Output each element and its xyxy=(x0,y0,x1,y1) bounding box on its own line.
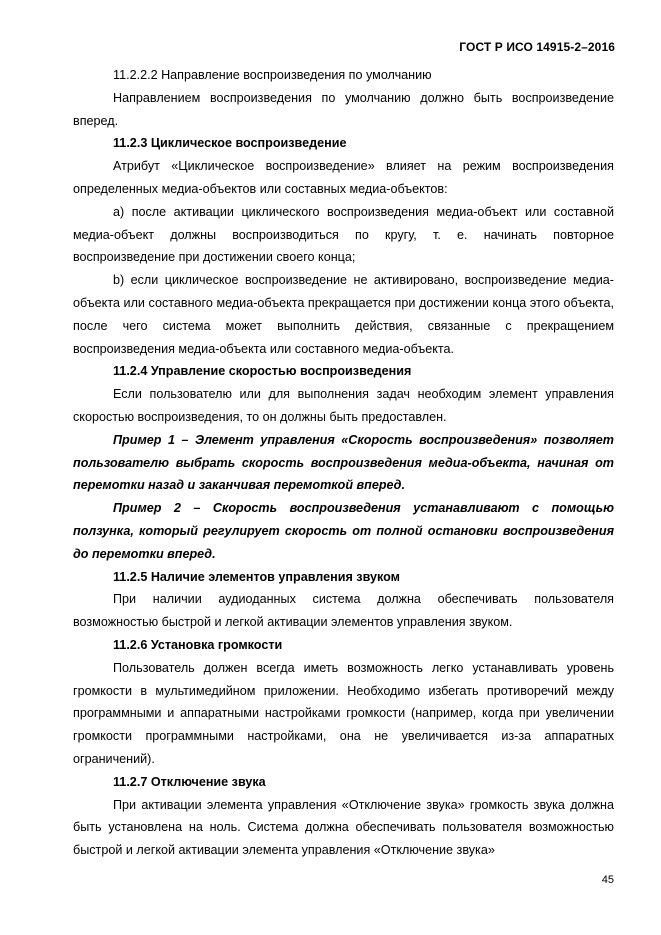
section-heading-11-2-4: 11.2.4 Управление скоростью воспроизведения xyxy=(113,364,412,379)
body-paragraph: При активации элемента управления «Отключение звука» громкость звука должна быть установлена на ноль. Система должна обеспечивать пользователя возможностью быстрой и легкой активации элемента управления «Отключение звука» xyxy=(73,797,614,858)
section-subheading-11-2-2-2: 11.2.2.2 Направление воспроизведения по умолчанию xyxy=(113,68,432,82)
list-item-a: а) после активации циклического воспроизведения медиа-объект или составной медиа-объект должны воспроизводиться по кругу, т. е. начинать повторное воспроизведение при достижении своего конца; xyxy=(73,204,614,265)
body-paragraph: Атрибут «Циклическое воспроизведение» влияет на режим воспроизведения определенных медиа-объектов или составных медиа-объектов: xyxy=(73,159,614,196)
body-paragraph: Если пользователю или для выполнения задач необходим элемент управления скоростью воспроизведения, то он должны быть предоставлен. xyxy=(73,387,614,424)
section-heading-11-2-6: 11.2.6 Установка громкости xyxy=(113,637,283,652)
section-heading-11-2-5: 11.2.5 Наличие элементов управления звуком xyxy=(113,569,400,584)
document-body xyxy=(73,64,614,862)
section-heading-11-2-3: 11.2.3 Циклическое воспроизведение xyxy=(113,136,347,151)
example-2: Пример 2 – Скорость воспроизведения устанавливают с помощью ползунка, который регулирует скорость от полной остановки воспроизведения до перемотки вперед. xyxy=(73,501,614,561)
document-id-header: ГОСТ Р ИСО 14915-2–2016 xyxy=(459,40,615,54)
list-item-b: b) если циклическое воспроизведение не активировано, воспроизведение медиа-объекта или составного медиа-объекта прекращается при достижении конца этого объекта, после чего система может выполнить действия, связанные с прекращением воспроизведения медиа-объекта или составного медиа-объекта. xyxy=(73,273,614,356)
body-paragraph: Пользователь должен всегда иметь возможность легко устанавливать уровень громкости в мультимедийном приложении. Необходимо избегать противоречий между программными и аппаратными настройками громкости (например, когда при увеличении громкости программными настройками, она не увеличивается из-за аппаратных ограничений). xyxy=(73,660,614,766)
body-paragraph: Направлением воспроизведения по умолчанию должно быть воспроизведение вперед. xyxy=(73,90,614,128)
example-1: Пример 1 – Элемент управления «Скорость воспроизведения» позволяет пользователю выбрать скорость воспроизведения медиа-объекта, начиная от перемотки назад и заканчивая перемоткой вперед. xyxy=(73,432,614,493)
page-number: 45 xyxy=(601,874,614,886)
section-heading-11-2-7: 11.2.7 Отключение звука xyxy=(113,774,266,789)
body-paragraph: При наличии аудиоданных система должна обеспечивать пользователя возможностью быстрой и легкой активации элементов управления звуком. xyxy=(73,592,614,630)
